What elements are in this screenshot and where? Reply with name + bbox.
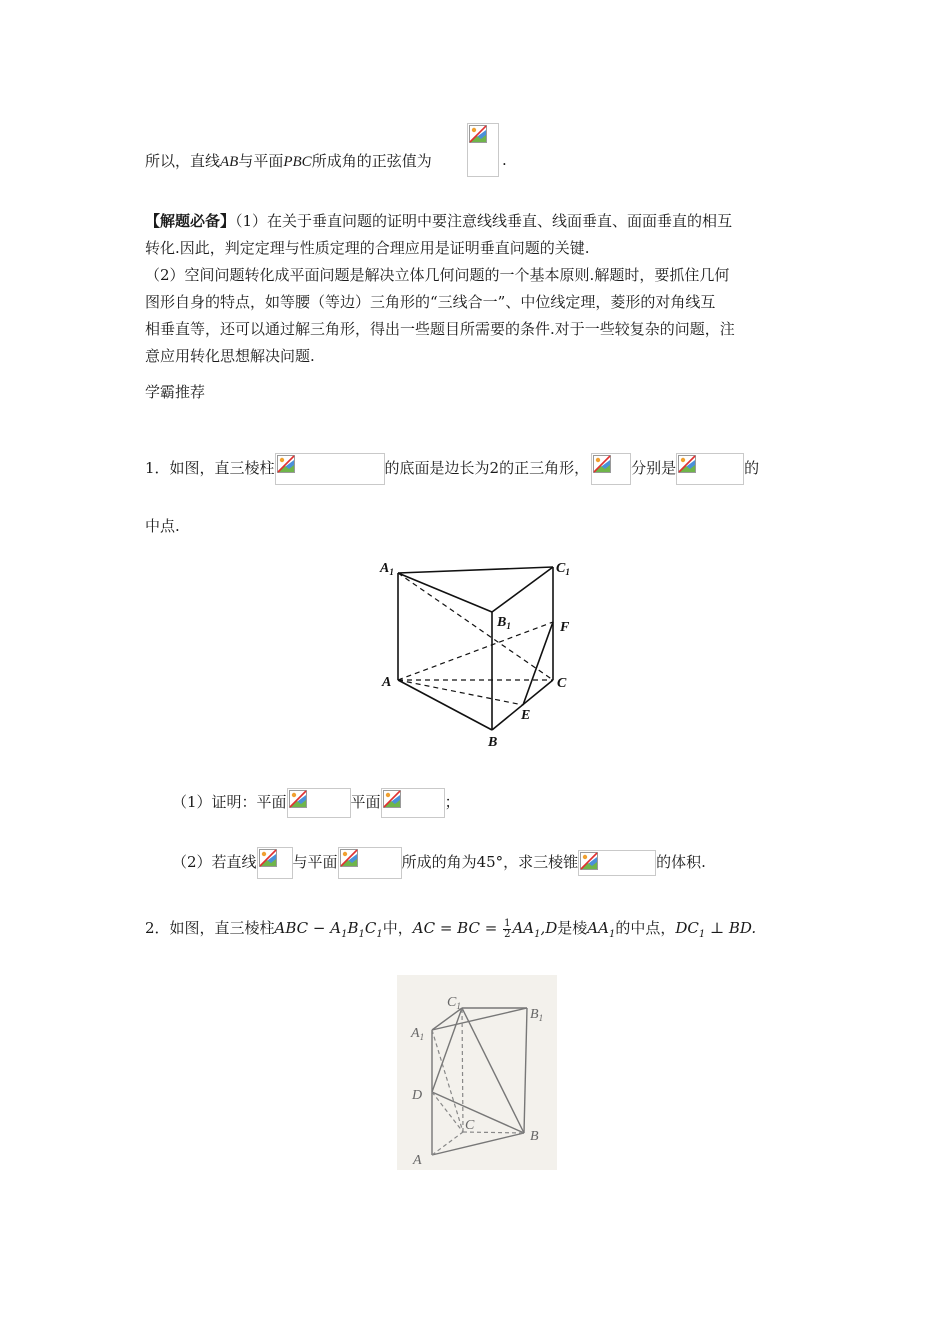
label-c: C [557, 676, 567, 691]
label-a1: $A_1$ [411, 1026, 425, 1042]
broken-image-icon [289, 790, 307, 808]
broken-image-icon [678, 455, 696, 473]
conclusion-period: . [502, 151, 507, 169]
broken-image-icon [580, 852, 598, 870]
prism-figure-2 [397, 975, 557, 1170]
broken-image-icon [340, 849, 358, 867]
answer-image-placeholder [467, 123, 499, 177]
image-placeholder [578, 850, 656, 876]
dashed-a1-c [398, 573, 553, 680]
image-placeholder [676, 453, 744, 485]
edge-a1-c1 [398, 567, 553, 573]
tips-paragraph-1-line-1: 【解题必备】（1）在关于垂直问题的证明中要注意线线垂直、线面垂直、面面垂直的相互 [145, 212, 733, 230]
edge-b1-c1 [492, 567, 553, 612]
label-c1: $C_1$ [556, 561, 570, 577]
tips-paragraph-2-line-3: 相垂直等，还可以通过解三角形，得出一些题目所需要的条件.对于一些较复杂的问题，注 [145, 320, 735, 338]
image-placeholder [287, 788, 351, 818]
tips-paragraph-2-line-2: 图形自身的特点，如等腰（等边）三角形的“三线合一”、中位线定理，菱形的对角线互 [145, 293, 716, 311]
broken-image-icon [593, 455, 611, 473]
broken-image-icon [383, 790, 401, 808]
broken-image-icon [259, 849, 277, 867]
label-b1: $B_1$ [497, 615, 511, 631]
image-placeholder [257, 847, 293, 879]
label-e: E [521, 708, 531, 723]
tips-paragraph-2-line-4: 意应用转化思想解决问题. [145, 347, 315, 365]
dashed-a-e [398, 680, 523, 705]
label-c1: $C_1$ [447, 995, 461, 1011]
label-a1: $A_1$ [380, 561, 394, 577]
q1-statement-continued: 中点. [145, 517, 180, 535]
label-a: A [382, 675, 392, 690]
image-placeholder [381, 788, 445, 818]
label-a: A [413, 1153, 422, 1168]
label-b: B [530, 1129, 539, 1144]
q2-statement: 2．如图，直三棱柱ABC − $A_1B_1C_1$中，AC = BC = $\frac{1}{2}$ $AA_1,D$是棱$AA_1$的中点，$DC_1$ ⊥ BD. [145, 917, 757, 940]
q1-statement: 1．如图，直三棱柱 的底面是边长为2的正三角形， 分别是 的 [145, 452, 759, 485]
image-placeholder [338, 847, 402, 879]
dashed-a-f [398, 622, 553, 680]
broken-image-icon [469, 125, 487, 143]
prism-figure-1 [370, 550, 590, 755]
section-title: 学霸推荐 [145, 383, 206, 401]
label-d: D [412, 1088, 423, 1103]
image-placeholder [591, 453, 631, 485]
fraction-one-half: $\frac{1}{2}$ [504, 917, 511, 940]
tips-paragraph-2-line-1: （2）空间问题转化成平面问题是解决立体几何问题的一个基本原则.解题时，要抓住几何 [145, 266, 730, 284]
label-b1: $B_1$ [530, 1007, 544, 1023]
tips-paragraph-1-line-2: 转化.因此，判定定理与性质定理的合理应用是证明垂直问题的关键. [145, 239, 590, 257]
tips-heading: 【解题必备】 [145, 212, 236, 230]
q1-subquestion-2: （2）若直线 与平面 所成的角为45°，求三棱锥 的体积. [172, 846, 706, 879]
image-placeholder [275, 453, 385, 485]
q1-subquestion-1: （1）证明：平面 平面 ； [172, 786, 460, 818]
label-b: B [488, 735, 498, 750]
broken-image-icon [277, 455, 295, 473]
label-f: F [560, 620, 570, 635]
edge-a-b [398, 680, 492, 730]
label-c: C [465, 1118, 475, 1133]
conclusion-line: 所以，直线AB与平面PBC所成角的正弦值为 [145, 152, 432, 170]
